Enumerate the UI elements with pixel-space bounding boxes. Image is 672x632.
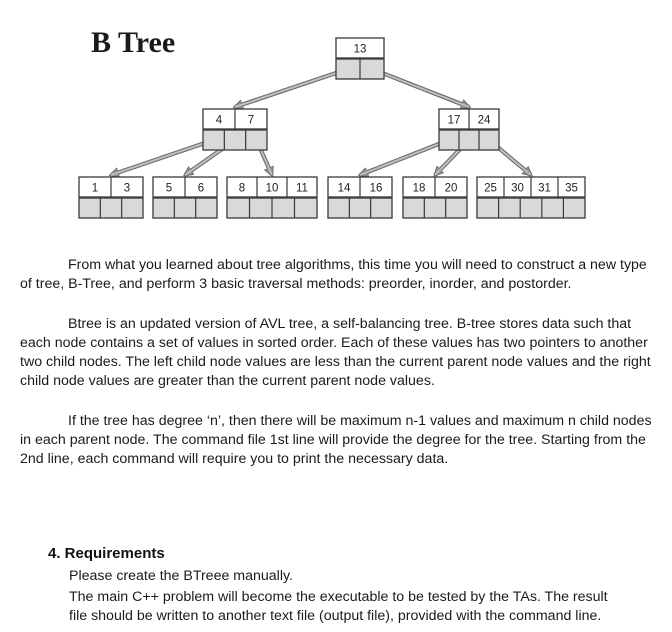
requirements-heading: 4. Requirements bbox=[48, 545, 165, 562]
node-key: 10 bbox=[265, 182, 279, 195]
tree-node bbox=[79, 177, 143, 218]
node-key: 11 bbox=[296, 182, 308, 195]
requirements-line: The main C++ problem will become the executable to be tested by the TAs. The result bbox=[69, 589, 608, 605]
node-pointer-row bbox=[79, 198, 143, 218]
node-key: 13 bbox=[353, 43, 367, 56]
node-key: 8 bbox=[238, 182, 246, 195]
tree-node bbox=[153, 177, 217, 218]
tree-edge-highlight bbox=[111, 140, 214, 175]
tree-node bbox=[477, 177, 585, 218]
node-key: 3 bbox=[123, 182, 131, 195]
requirements-line: Please create the BTreee manually. bbox=[69, 568, 293, 584]
paragraph-degree: If the tree has degree ‘n’, then there will be maximum n-1 values and maximum n child nodes in each parent node. The command file 1st line will provide the degree for the tree. Starting from the 2nd line, each command will require you to print the necessary data. bbox=[20, 413, 652, 467]
tree-node bbox=[336, 38, 384, 79]
tree-edge-highlight bbox=[360, 140, 449, 175]
tree-node bbox=[328, 177, 392, 218]
tree-node bbox=[439, 109, 499, 150]
node-key: 6 bbox=[197, 182, 205, 195]
paragraph-btree-definition: Btree is an updated version of AVL tree, a self-balancing tree. B-tree stores data such that each node contains a set of values in sorted order. Each of these values has two pointers to another two child nodes. The left child node values are less than the current parent node values and the right child node values are greater than the current parent node values. bbox=[20, 316, 651, 389]
node-key: 30 bbox=[511, 182, 524, 195]
node-pointer-row bbox=[439, 130, 499, 150]
node-key: 4 bbox=[215, 114, 223, 127]
node-pointer-row bbox=[477, 198, 585, 218]
node-key: 7 bbox=[247, 114, 255, 127]
node-pointer-row bbox=[328, 198, 392, 218]
tree-node bbox=[403, 177, 467, 218]
node-pointer-row bbox=[403, 198, 467, 218]
tree-node bbox=[203, 109, 267, 150]
node-pointer-row bbox=[203, 130, 267, 150]
node-pointer-row bbox=[153, 198, 217, 218]
requirements-line: file should be written to another text file (output file), provided with the command line. bbox=[69, 608, 602, 624]
paragraph-intro: From what you learned about tree algorithms, this time you will need to construct a new type of tree, B-Tree, and perform 3 basic traversal methods: preorder, inorder, and postorder. bbox=[20, 257, 647, 292]
node-key: 18 bbox=[412, 182, 426, 195]
node-key: 20 bbox=[444, 182, 458, 195]
node-key: 17 bbox=[447, 114, 461, 127]
node-key: 25 bbox=[484, 182, 497, 195]
tree-edge-highlight bbox=[372, 69, 469, 107]
node-key: 24 bbox=[477, 114, 491, 127]
node-key: 31 bbox=[538, 182, 551, 195]
node-key: 14 bbox=[337, 182, 351, 195]
node-key: 35 bbox=[565, 182, 578, 195]
figure-title: B Tree bbox=[91, 26, 176, 59]
node-key: 1 bbox=[91, 182, 99, 195]
tree-edge-highlight bbox=[235, 69, 348, 107]
btree-diagram bbox=[0, 0, 672, 240]
node-key: 5 bbox=[165, 182, 173, 195]
node-key: 16 bbox=[369, 182, 383, 195]
tree-node bbox=[227, 177, 317, 218]
